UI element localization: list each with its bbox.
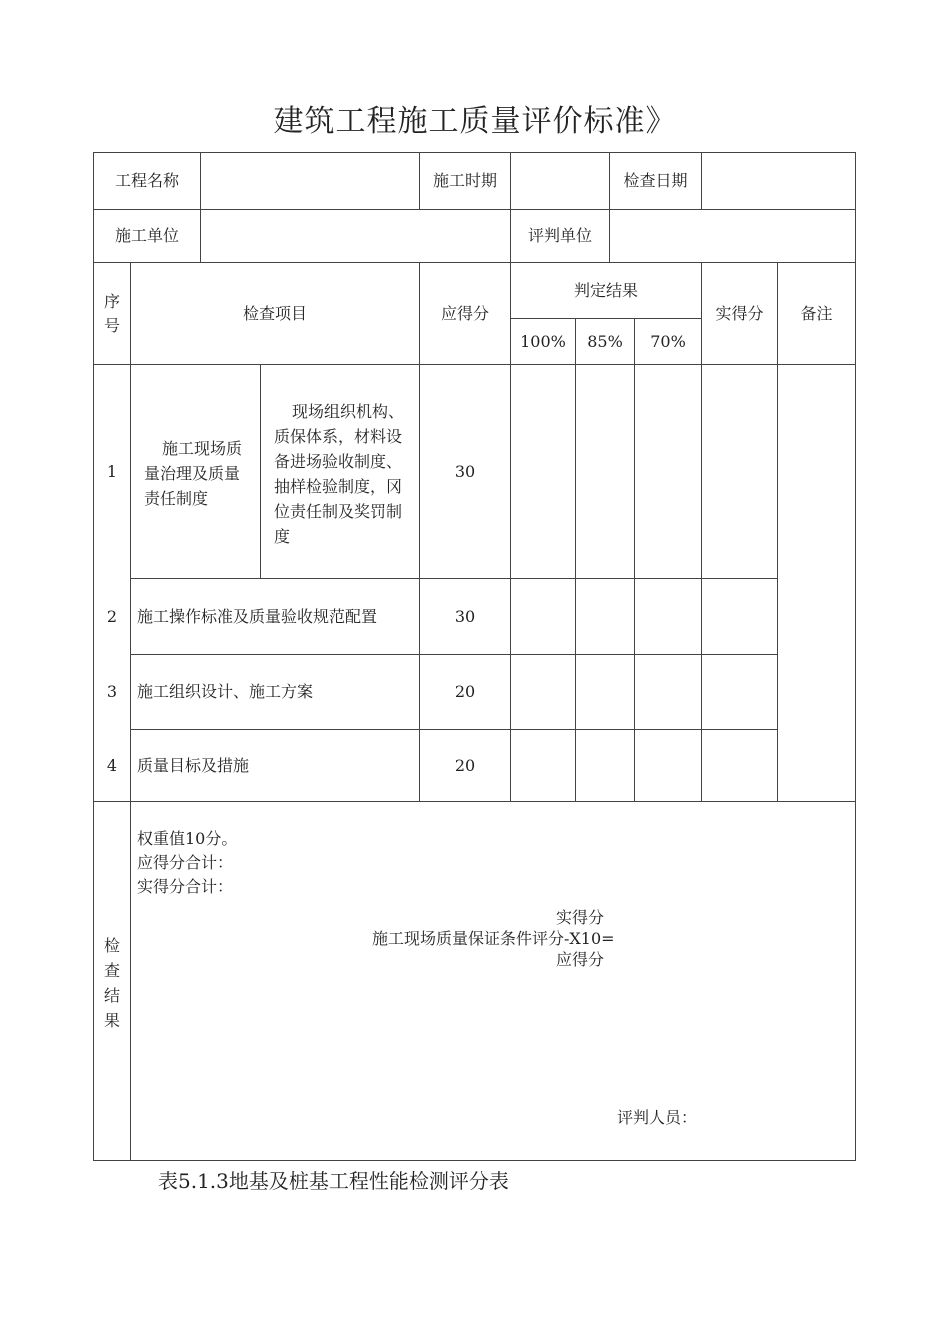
item-line: 施工现场质 xyxy=(162,439,243,458)
page-title: 建筑工程施工质量评价标准》 xyxy=(273,104,677,139)
row-divider xyxy=(94,801,855,802)
row-1-score: 30 xyxy=(454,461,476,481)
formula-numerator: 实得分 xyxy=(556,908,605,927)
col-divider xyxy=(260,364,261,578)
next-table-title: 表5.1.3地基及桩基工程性能检测评分表 xyxy=(158,1169,509,1193)
formula-denominator: 应得分 xyxy=(556,950,605,969)
construction-period-label: 施工时期 xyxy=(432,171,497,190)
evaluation-unit-value[interactable] xyxy=(610,210,855,262)
construction-unit-value[interactable] xyxy=(201,210,510,262)
result-label-char: 检 xyxy=(103,936,120,955)
item-line: 抽样检验制度，冈 xyxy=(274,477,403,496)
result-summary xyxy=(137,827,237,899)
seq-header xyxy=(94,263,130,364)
result-label-char: 果 xyxy=(103,1011,120,1030)
col-divider xyxy=(130,262,131,1160)
formula-main: 施工现场质量保证条件评分-X10= xyxy=(372,929,615,948)
item-line: 质保体系，材料设 xyxy=(274,427,403,446)
col-divider xyxy=(575,318,576,801)
item-line: 责任制度 xyxy=(144,489,209,508)
item-line: 度 xyxy=(274,527,291,546)
standard-score-header: 应得分 xyxy=(440,303,489,323)
evaluator-label: 评判人员： xyxy=(617,1108,698,1127)
item-header: 检查项目 xyxy=(242,303,307,323)
row-2-seq: 2 xyxy=(106,606,118,626)
item-line: 现场组织机构、 xyxy=(292,402,405,421)
judgment-header: 判定结果 xyxy=(573,280,638,300)
project-name-value[interactable] xyxy=(201,153,419,209)
row-2-score: 30 xyxy=(454,606,476,626)
row-3-item: 施工组织设计、施工方案 xyxy=(137,682,314,701)
row-1-item-main xyxy=(144,436,256,511)
construction-period-value[interactable] xyxy=(511,153,609,209)
result-label xyxy=(102,933,122,1033)
row-4-item: 质量目标及措施 xyxy=(137,755,250,775)
col-divider xyxy=(634,318,635,801)
actual-total-text: 实得分合计： xyxy=(137,877,234,896)
inspection-date-label: 检查日期 xyxy=(623,171,688,190)
row-4-score: 20 xyxy=(454,755,476,775)
seq-header-line: 号 xyxy=(103,315,120,335)
result-label-char: 结 xyxy=(103,986,120,1005)
construction-unit-label: 施工单位 xyxy=(114,226,179,245)
row-3-score: 20 xyxy=(454,682,476,701)
pct100-header: 100% xyxy=(520,331,566,351)
row-1-seq: 1 xyxy=(106,461,118,481)
standard-total-text: 应得分合计： xyxy=(137,853,234,872)
row-1-item-detail xyxy=(274,399,414,549)
result-label-char: 查 xyxy=(103,961,120,980)
actual-score-header: 实得分 xyxy=(715,303,764,323)
pct70-header: 70% xyxy=(650,331,686,351)
inspection-date-value[interactable] xyxy=(702,153,855,209)
row-3-seq: 3 xyxy=(106,682,118,701)
project-name-label: 工程名称 xyxy=(114,171,179,190)
remarks-header: 备注 xyxy=(800,303,833,323)
weight-text: 权重值10分。 xyxy=(137,829,238,848)
item-line: 量治理及质量 xyxy=(144,464,241,483)
evaluation-table xyxy=(93,152,856,1161)
item-line: 位责任制及奖罚制 xyxy=(274,502,403,521)
row-4-seq: 4 xyxy=(106,755,118,775)
seq-header-line: 序 xyxy=(103,291,120,311)
evaluation-unit-label: 评判单位 xyxy=(527,226,592,245)
pct85-header: 85% xyxy=(587,331,623,351)
item-line: 备进场验收制度、 xyxy=(274,452,403,471)
row-2-item: 施工操作标准及质量验收规范配置 xyxy=(137,606,378,626)
